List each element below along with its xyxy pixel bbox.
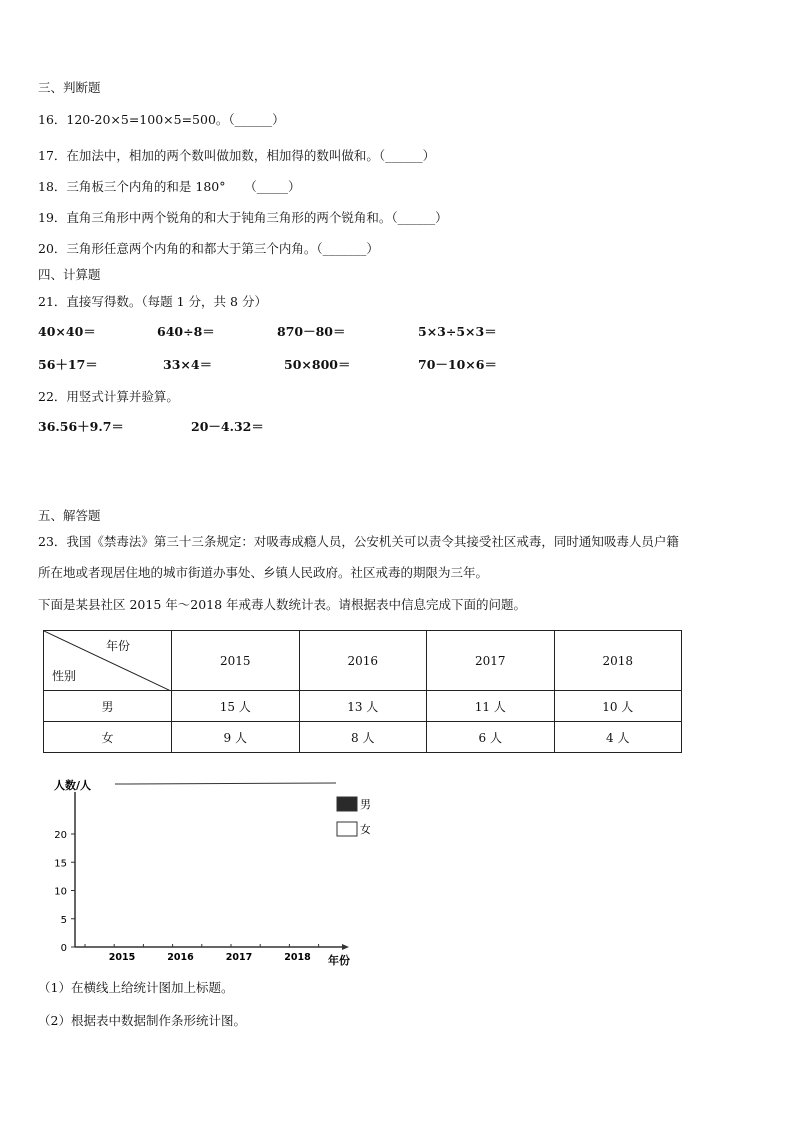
sub-question-1: （1）在横线上给统计图加上标题。: [38, 980, 234, 995]
bar-chart-svg: [40, 772, 370, 972]
table-row-male: [44, 691, 682, 722]
y-tick-label: 10: [54, 886, 67, 898]
row-label: 男: [44, 691, 172, 722]
calc-item: 640÷8＝: [157, 324, 215, 339]
section-title-calc: 四、计算题: [38, 267, 101, 282]
y-tick-label: 5: [60, 914, 67, 926]
calc-item: 50×800＝: [284, 357, 351, 372]
calc-item: 40×40＝: [38, 324, 96, 339]
x-tick-label: 2018: [284, 952, 311, 963]
question-23-line1: 23．我国《禁毒法》第三十三条规定：对吸毒成瘾人员，公安机关可以责令其接受社区戒毒，同时通知吸毒人员户籍: [38, 534, 679, 549]
table-cell: 15 人: [172, 691, 300, 722]
question-23-line3: 下面是某县社区 2015 年～2018 年戒毒人数统计表。请根据表中信息完成下面的问题。: [38, 597, 527, 612]
y-axis-label: 人数/人: [54, 779, 92, 792]
table-cell: 11 人: [427, 691, 555, 722]
x-tick-label: 2016: [167, 952, 194, 963]
section-title-answer: 五、解答题: [38, 508, 101, 523]
x-axis-arrow: [342, 944, 349, 950]
question-22-title: 22．用竖式计算并验算。: [38, 389, 179, 404]
x-axis-label: 年份: [328, 954, 350, 967]
question-21-title: 21．直接写得数。（每题 1 分，共 8 分）: [38, 294, 267, 309]
year-header: 2018: [554, 631, 682, 691]
corner-year-label: 年份: [106, 639, 131, 653]
legend-label: 男: [360, 798, 370, 811]
bar-chart: [40, 772, 370, 972]
year-header: 2015: [172, 631, 300, 691]
table-cell: 10 人: [554, 691, 682, 722]
calc-item: 56＋17＝: [38, 357, 98, 372]
legend-swatch: [337, 822, 357, 836]
y-tick-label: 0: [60, 943, 67, 954]
calc-item: 33×4＝: [163, 357, 213, 372]
table-cell: 6 人: [427, 722, 555, 753]
legend-label: 女: [360, 823, 370, 836]
table-cell: 8 人: [299, 722, 427, 753]
y-tick-label: 15: [54, 858, 67, 870]
vertical-calc-item: 20－4.32＝: [191, 419, 264, 434]
legend-swatch: [337, 797, 357, 811]
calc-item: 5×3÷5×3＝: [418, 324, 497, 339]
table-row-female: [44, 722, 682, 753]
question-16: 16．120-20×5=100×5=500。（______）: [38, 112, 285, 127]
calc-item: 870－80＝: [277, 324, 346, 339]
question-19: 19．直角三角形中两个锐角的和大于钝角三角形的两个锐角和。（______）: [38, 210, 448, 225]
sub-question-2: （2）根据表中数据制作条形统计图。: [38, 1013, 246, 1028]
x-tick-label: 2015: [108, 952, 136, 963]
row-label: 女: [44, 722, 172, 753]
question-20: 20．三角形任意两个内角的和都大于第三个内角。（_______）: [38, 241, 379, 256]
corner-cell: [44, 631, 172, 691]
title-blank-line: [115, 783, 336, 784]
question-18: 18．三角板三个内角的和是 180° （_____）: [38, 179, 301, 194]
calc-item: 70－10×6＝: [418, 357, 497, 372]
corner-gender-label: 性别: [52, 669, 77, 683]
y-tick-label: 20: [54, 830, 67, 841]
table-header-row: [44, 631, 682, 691]
year-header: 2017: [427, 631, 555, 691]
question-17: 17．在加法中，相加的两个数叫做加数，相加得的数叫做和。（______）: [38, 148, 436, 163]
stats-table: [43, 630, 682, 753]
vertical-calc-item: 36.56＋9.7＝: [38, 419, 124, 434]
table-cell: 4 人: [554, 722, 682, 753]
x-tick-label: 2017: [225, 952, 253, 963]
table-cell: 13 人: [299, 691, 427, 722]
section-title-judge: 三、判断题: [38, 80, 101, 95]
year-header: 2016: [299, 631, 427, 691]
table-cell: 9 人: [172, 722, 300, 753]
question-23-line2: 所在地或者现居住地的城市街道办事处、乡镇人民政府。社区戒毒的期限为三年。: [38, 565, 489, 580]
